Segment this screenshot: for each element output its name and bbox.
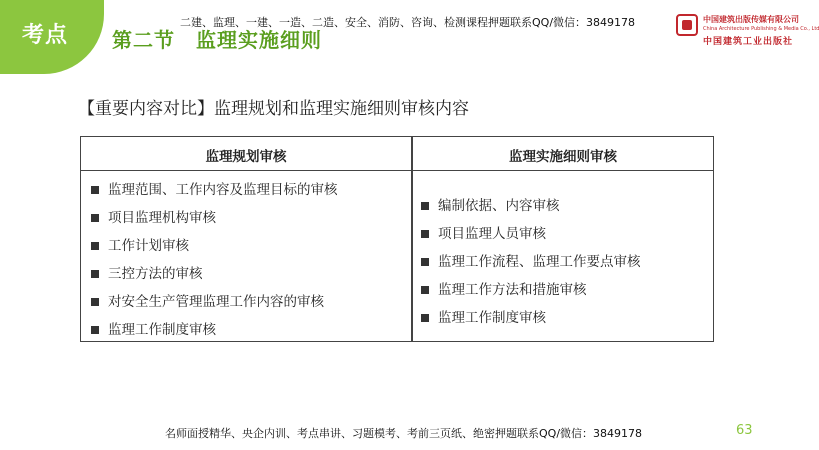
list-item <box>89 209 338 237</box>
list-item <box>419 281 641 309</box>
logo-english-name: China Architecture Publishing & Media Co., Ltd <box>703 26 819 32</box>
list-item-text: 监理工作方法和措施审核 <box>438 282 587 298</box>
square-bullet-icon <box>421 314 429 322</box>
list-item <box>419 253 641 281</box>
header-promo-text: 二建、监理、一建、一造、二造、安全、消防、咨询、检测课程押题联系QQ/微信：3849178 <box>180 16 636 29</box>
list-item <box>89 237 338 265</box>
square-bullet-icon <box>421 286 429 294</box>
list-item-text: 项目监理机构审核 <box>108 210 216 226</box>
logo-company-name: 中国建筑出版传媒有限公司 <box>703 15 799 24</box>
list-item <box>419 225 641 253</box>
list-item-text: 对安全生产管理监理工作内容的审核 <box>108 294 324 310</box>
page-subtitle: 【重要内容对比】监理规划和监理实施细则审核内容 <box>78 99 469 119</box>
list-item-text: 项目监理人员审核 <box>438 226 546 242</box>
list-item-text: 编制依据、内容审核 <box>438 198 560 214</box>
comparison-table <box>80 136 714 342</box>
square-bullet-icon <box>91 298 99 306</box>
header-detail-review: 监理实施细则审核 <box>509 149 617 165</box>
list-item <box>89 181 338 209</box>
square-bullet-icon <box>91 326 99 334</box>
list-item-text: 监理工作制度审核 <box>108 322 216 338</box>
square-bullet-icon <box>421 230 429 238</box>
list-item <box>419 309 641 337</box>
list-item <box>89 321 338 349</box>
square-bullet-icon <box>91 186 99 194</box>
square-bullet-icon <box>91 242 99 250</box>
publisher-logo <box>676 12 819 47</box>
list-item <box>89 293 338 321</box>
header-plan-review: 监理规划审核 <box>205 149 287 165</box>
list-item-text: 三控方法的审核 <box>108 266 203 282</box>
page-number: 63 <box>736 423 753 438</box>
publisher-mark-icon <box>676 14 698 36</box>
section-title: 第二节 监理实施细则 <box>112 28 322 52</box>
footer-promo-text: 名师面授精华、央企内训、考点串讲、习题模考、考前三页纸、绝密押题联系QQ/微信：3849178 <box>165 427 643 440</box>
list-item-text: 工作计划审核 <box>108 238 189 254</box>
logo-press-name: 中国建筑工业出版社 <box>703 37 794 47</box>
list-item-text: 监理工作制度审核 <box>438 310 546 326</box>
table-header-row <box>81 137 713 171</box>
detail-review-list <box>419 197 641 337</box>
list-item-text: 监理范围、工作内容及监理目标的审核 <box>108 182 338 198</box>
list-item <box>419 197 641 225</box>
square-bullet-icon <box>421 202 429 210</box>
list-item-text: 监理工作流程、监理工作要点审核 <box>438 254 641 270</box>
badge-label: 考点 <box>22 23 69 48</box>
plan-review-list <box>89 181 338 349</box>
square-bullet-icon <box>91 214 99 222</box>
list-item <box>89 265 338 293</box>
topic-badge <box>0 0 104 74</box>
square-bullet-icon <box>421 258 429 266</box>
square-bullet-icon <box>91 270 99 278</box>
